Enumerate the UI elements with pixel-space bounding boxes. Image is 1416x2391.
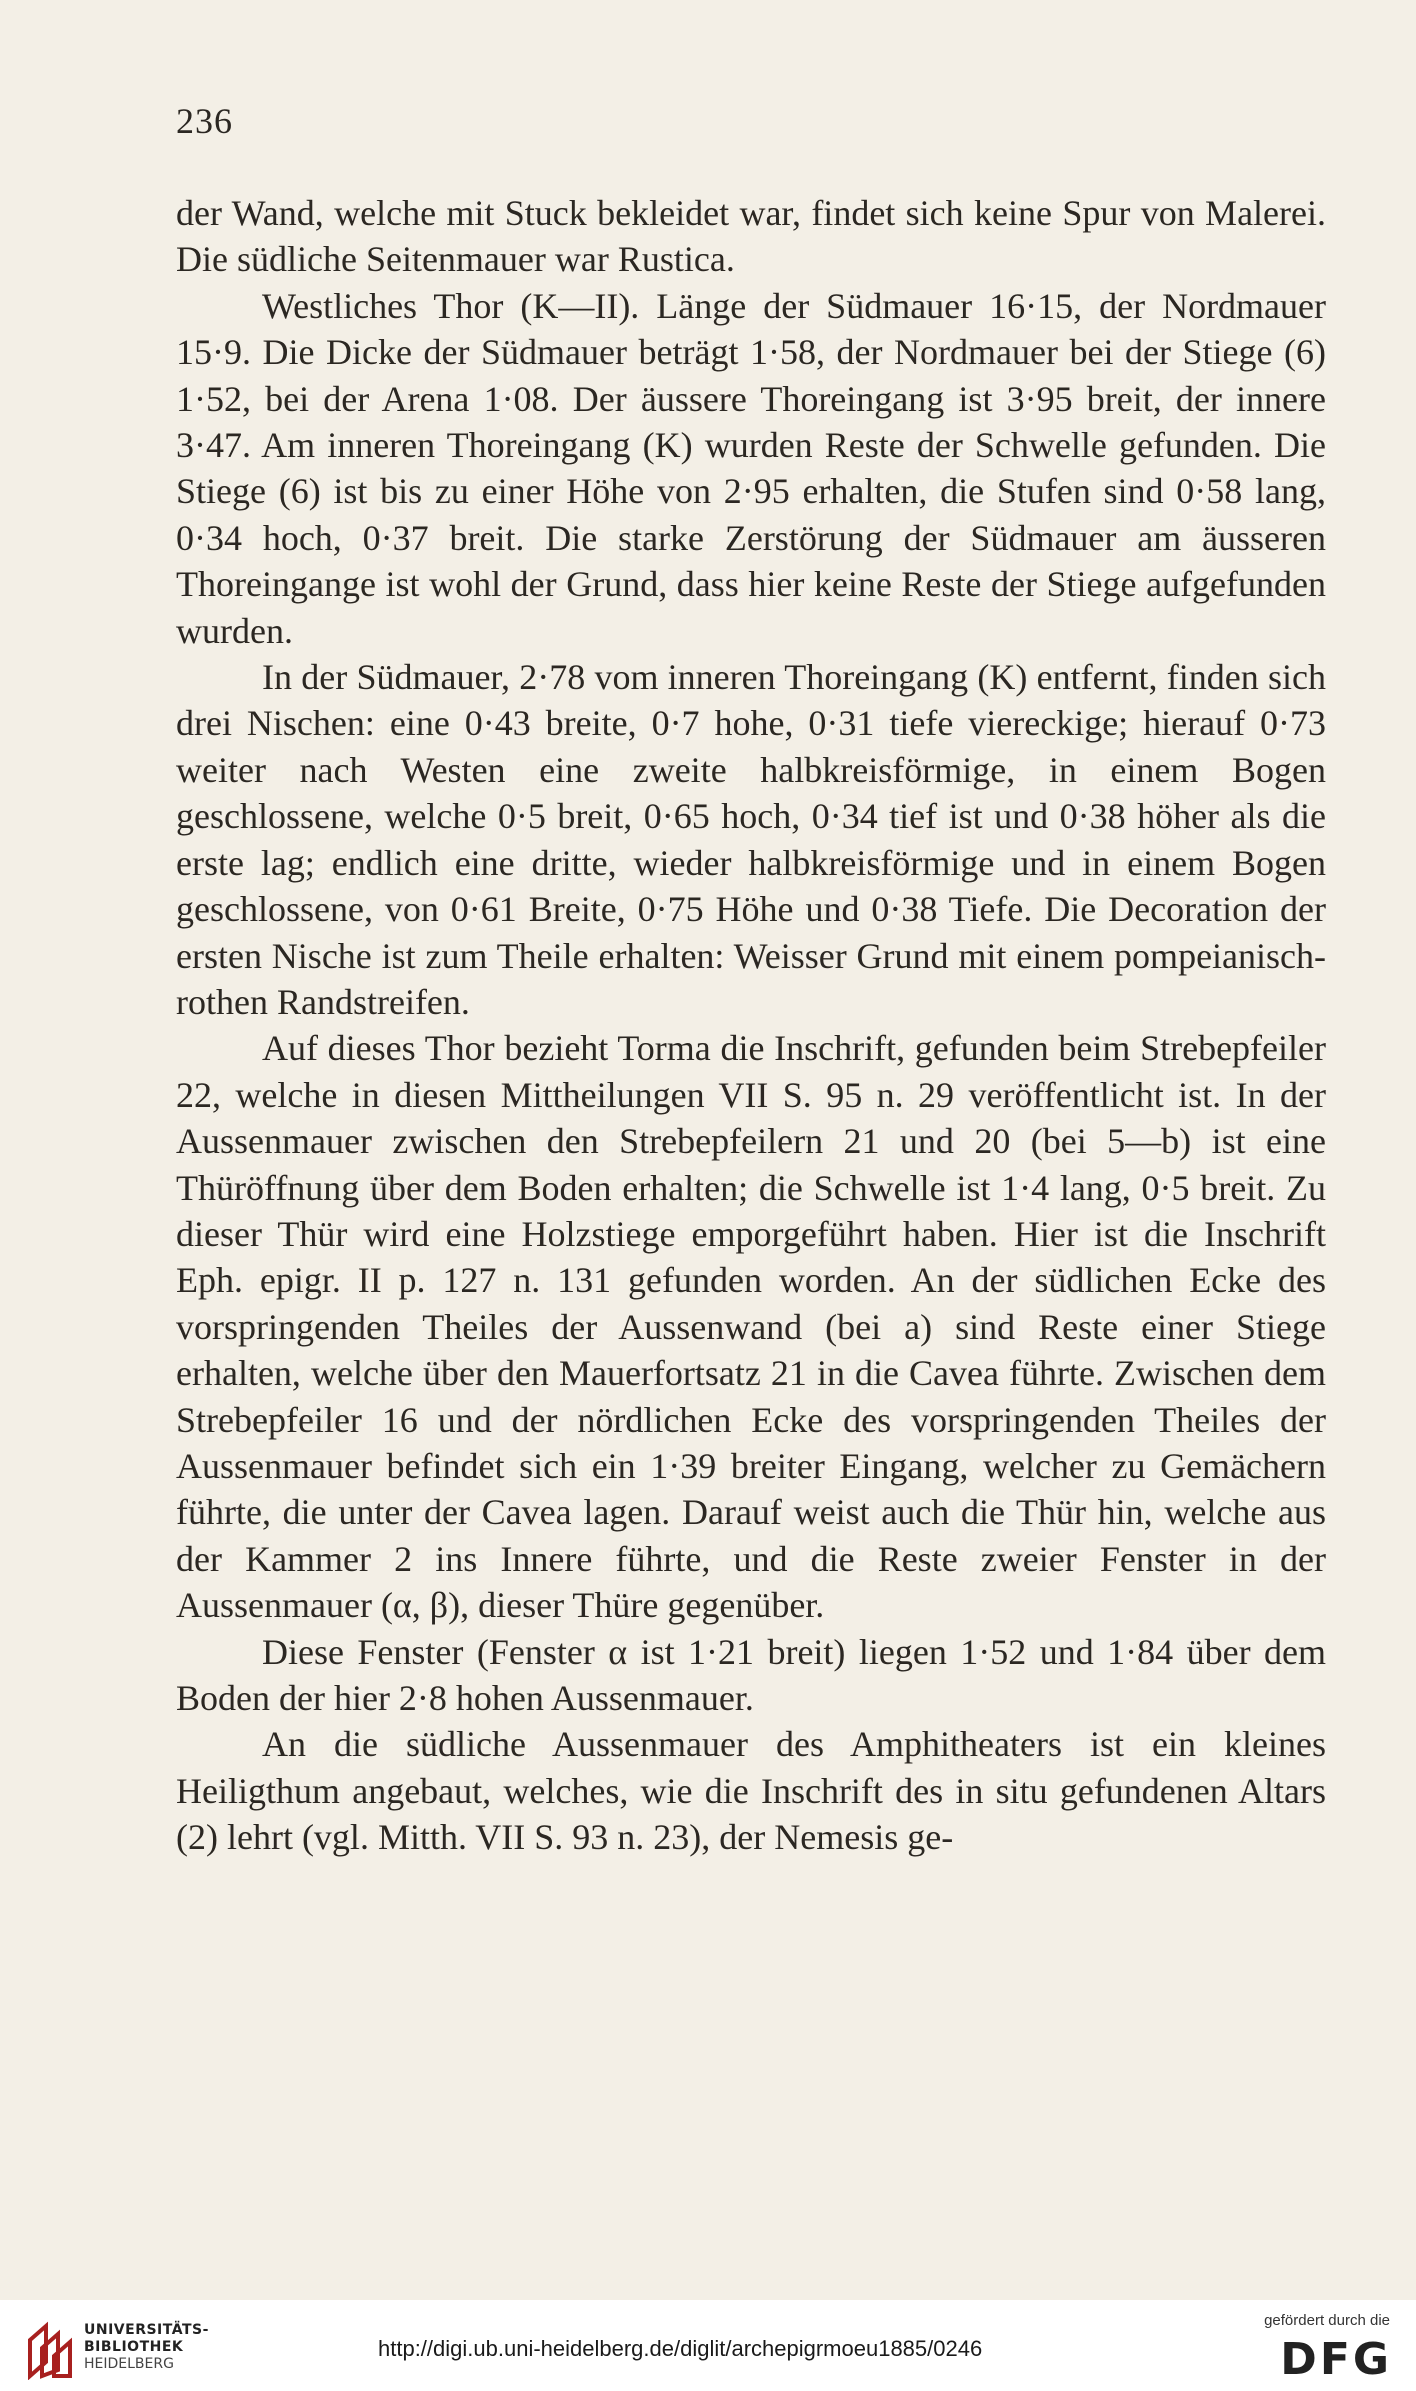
paragraph: An die südliche Aussenmauer des Amphitheaters ist ein kleines Heiligthum angebaut, welches, wie die Inschrift des in situ gefundenen Altars (2) lehrt (vgl. Mitth. VII S. 93 n. 23), der Nemesis ge- [176, 1724, 1326, 1858]
institution-line: UNIVERSITÄTS- [84, 2322, 209, 2338]
heidelberg-library-logo-icon [20, 2318, 76, 2380]
page-number: 236 [176, 101, 233, 141]
paragraph: In der Südmauer, 2·78 vom inneren Thoreingang (K) entfernt, finden sich drei Nischen: eine 0·43 breite, 0·7 hohe, 0·31 tiefe viereckige; hierauf 0·73 weiter nach Westen eine zweite halbkreisförmige, in einem Bogen geschlossene, welche 0·5 breit, 0·65 hoch, 0·34 tief ist und 0·38 höher als die erste lag; endlich eine dritte, wieder halbkreisförmige und in einem Bogen geschlossene, von 0·61 Breite, 0·75 Höhe und 0·38 Tiefe. Die Decoration der ersten Nische ist zum Theile erhalten: Weisser Grund mit einem pompeianisch-rothen Randstreifen. [176, 657, 1326, 1022]
paragraph: Westliches Thor (K—II). Länge der Südmauer 16·15, der Nordmauer 15·9. Die Dicke der Südmauer beträgt 1·58, der Nordmauer bei der Stiege (6) 1·52, bei der Arena 1·08. Der äussere Thoreingang ist 3·95 breit, der innere 3·47. Am inneren Thoreingang (K) wurden Reste der Schwelle gefunden. Die Stiege (6) ist bis zu einer Höhe von 2·95 erhalten, die Stufen sind 0·58 lang, 0·34 hoch, 0·37 breit. Die starke Zerstörung der Südmauer am äusseren Thoreingange ist wohl der Grund, dass hier keine Reste der Stiege aufgefunden wurden. [176, 285, 1326, 651]
institution-line: BIBLIOTHEK [84, 2339, 184, 2355]
paragraph: der Wand, welche mit Stuck bekleidet war, findet sich keine Spur von Malerei. Die südliche Seitenmauer war Rustica. [176, 193, 1326, 280]
body-text [176, 190, 1326, 1861]
institution-line: HEIDELBERG [84, 2356, 174, 2372]
institution-name [84, 2322, 209, 2373]
paragraph: Diese Fenster (Fenster α ist 1·21 breit) liegen 1·52 und 1·84 über dem Boden der hier 2·8 hohen Aussenmauer. [176, 1631, 1326, 1718]
footer-bar [0, 2300, 1416, 2391]
source-url-link[interactable]: http://digi.ub.uni-heidelberg.de/diglit/archepigrmoeu1885/0246 [378, 2336, 983, 2361]
paragraph: Auf dieses Thor bezieht Torma die Inschrift, gefunden beim Strebepfeiler 22, welche in diesen Mittheilungen VII S. 95 n. 29 veröffentlicht ist. In der Aussenmauer zwischen den Strebepfeilern 21 und 20 (bei 5—b) ist eine Thüröffnung über dem Boden erhalten; die Schwelle ist 1·4 lang, 0·5 breit. Zu dieser Thür wird eine Holzstiege emporgeführt haben. Hier ist die Inschrift Eph. epigr. II p. 127 n. 131 gefunden worden. An der südlichen Ecke des vorspringenden Theiles der Aussenwand (bei a) sind Reste einer Stiege erhalten, welche über den Mauerfortsatz 21 in die Cavea führte. Zwischen dem Strebepfeiler 16 und der nördlichen Ecke des vorspringenden Theiles der Aussenmauer befindet sich ein 1·39 breiter Eingang, welcher zu Gemächern führte, die unter der Cavea lagen. Darauf weist auch die Thür hin, welche aus der Kammer 2 ins Innere führte, und die Reste zweier Fenster in der Aussenmauer (α, β), dieser Thüre gegenüber. [176, 1028, 1326, 1626]
dfg-logo: DFG [1280, 2334, 1392, 2385]
funding-note: gefördert durch die [1264, 2312, 1390, 2329]
